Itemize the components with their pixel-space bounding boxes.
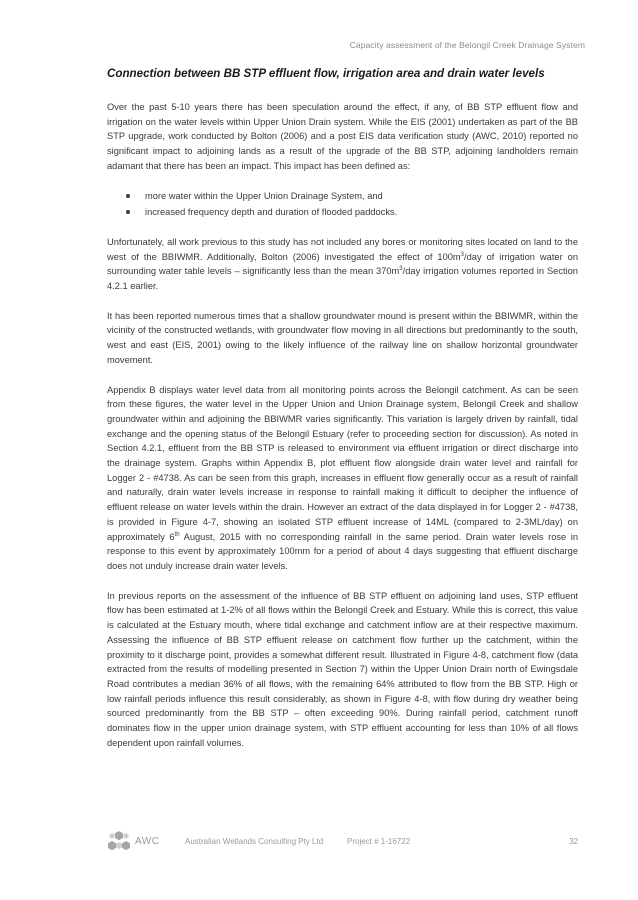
bullet-icon — [126, 194, 130, 198]
superscript-cubed: 3 — [460, 251, 465, 258]
paragraph-1: Over the past 5-10 years there has been speculation around the effect, if any, of BB STP effluent flow and irrigation on the water levels within Upper Union Drain system. While the EIS (2001) undertaken as part of the BB STP upgrade, work conducted by Bolton (2006) and a post EIS data verification study (AWC, 2010) reported no significant impact to adjoining lands as a result of the upgrade of the BB STP, adjoining landholders remain adamant that there has been an impact. This impact has been defined as: — [107, 102, 578, 171]
paragraph-4 — [107, 383, 578, 574]
superscript-cubed: 3 — [399, 266, 403, 273]
bullet-text: more water within the Upper Union Drainage System, and — [145, 190, 383, 201]
page-footer — [107, 830, 578, 854]
section-heading: Connection between BB STP effluent flow, irrigation area and drain water levels — [107, 67, 545, 80]
bullet-item — [107, 189, 578, 204]
paragraph-2-text-c: /day irrigation volumes reported in Section 4.2.1 earlier. — [107, 266, 578, 292]
running-header-title: Capacity assessment of the Belongil Creek Drainage System — [349, 40, 585, 50]
bullet-text: increased frequency depth and duration of flooded paddocks. — [145, 207, 398, 218]
paragraph-2-text-b: /day of irrigation water on surrounding water table levels – significantly less than the mean 370m — [107, 251, 578, 277]
paragraph-4-text-b: August, 2015 with no corresponding rainfall in the same period. Drain water levels rose in response to this event by approximately 100mm for a period of about 4 days suggesting that effluent discharge does not unduly increase drain water levels. — [107, 531, 578, 571]
bullet-icon — [126, 210, 130, 214]
paragraph-2-text-a: Unfortunately, all work previous to this study has not included any bores or monitoring sites located on land to the west of the BBIWMR. Additionally, Bolton (2006) investigated the effect of 100m — [107, 236, 578, 262]
page-content — [107, 66, 578, 765]
page-number: 32 — [569, 837, 578, 846]
paragraph-3: It has been reported numerous times that a shallow groundwater mound is present within the BBIWMR, within the vicinity of the constructed wetlands, with groundwater flow moving in all directions but predominantly to the south, west and east (EIS, 2001) owing to the likely influence of the railway line on shallow horizontal groundwater movement. — [107, 310, 578, 365]
footer-brand: AWC — [135, 836, 160, 847]
paragraph-5: In previous reports on the assessment of the influence of BB STP effluent on adjoining land uses, STP effluent flow has been estimated at 1-2% of all flows within the Belongil Creek and Estuary. While this is correct, this value is calculated at the Estuary mouth, where tidal exchange and catchment inflow are at their respective maximum. Assessing the influence of BB STP effluent release on catchment flow further up the catchment, within the proximity to it discharge point, provides a somewhat different result. Illustrated in Figure 4-8, catchment flow (data extracted from the results of modelling presented in Section 7) within the Upper Union Drain north of Ewingsdale Road contributes a median 36% of all flows, with the remaining 64% attributed to flow from the BB STP. High or low rainfall periods influence this result considerably, as shown in Figure 4-8, with flow during dry weather being sourced predominantly from the BB STP – often exceeding 90%. During rainfall period, catchment runoff dominates flow in the upper union drainage system, with STP effluent accounting for less than 10% of all flows dependent upon rainfall volumes. — [107, 590, 578, 748]
footer-company-name: Australian Wetlands Consulting Pty Ltd — [185, 837, 324, 846]
awc-hexagon-logo-icon — [107, 830, 131, 854]
paragraph-2 — [107, 235, 578, 294]
footer-project-number: Project # 1-16722 — [347, 837, 411, 846]
paragraph-4-text-a: Appendix B displays water level data from all monitoring points across the Belongil catchment. As can be seen from these figures, the water level in the Upper Union and Union Drainage system, Belongil Creek and shallow groundwater within and adjoining the BBIWMR varies significantly. This variation is largely driven by rainfall, tidal exchange and the opening status of the Belongil Estuary (refer to proceeding section for discussion). As noted in Section 4.2.1, effluent from the BB STP is released to environment via effluent irrigation or direct discharge into the drainage system. Graphs within Appendix B, plot effluent flow alongside drain water level and rainfall for Logger 2 - #4738. As can be seen from this graph, increases in effluent flow generally occur as a result of rainfall and naturally, drain water levels increase in response to rainfall making it difficult to decipher the influence of effluent release on water levels within the drain. However an extract of the data displayed in for Logger 2 - #4738, is provided in Figure 4-7, showing an isolated STP effluent increase of 14ML (compared to 2-3ML/day) on approximately 6 — [107, 384, 578, 542]
bullet-item — [107, 205, 578, 220]
superscript-ordinal: th — [174, 531, 180, 538]
impact-bullet-list — [107, 189, 578, 220]
